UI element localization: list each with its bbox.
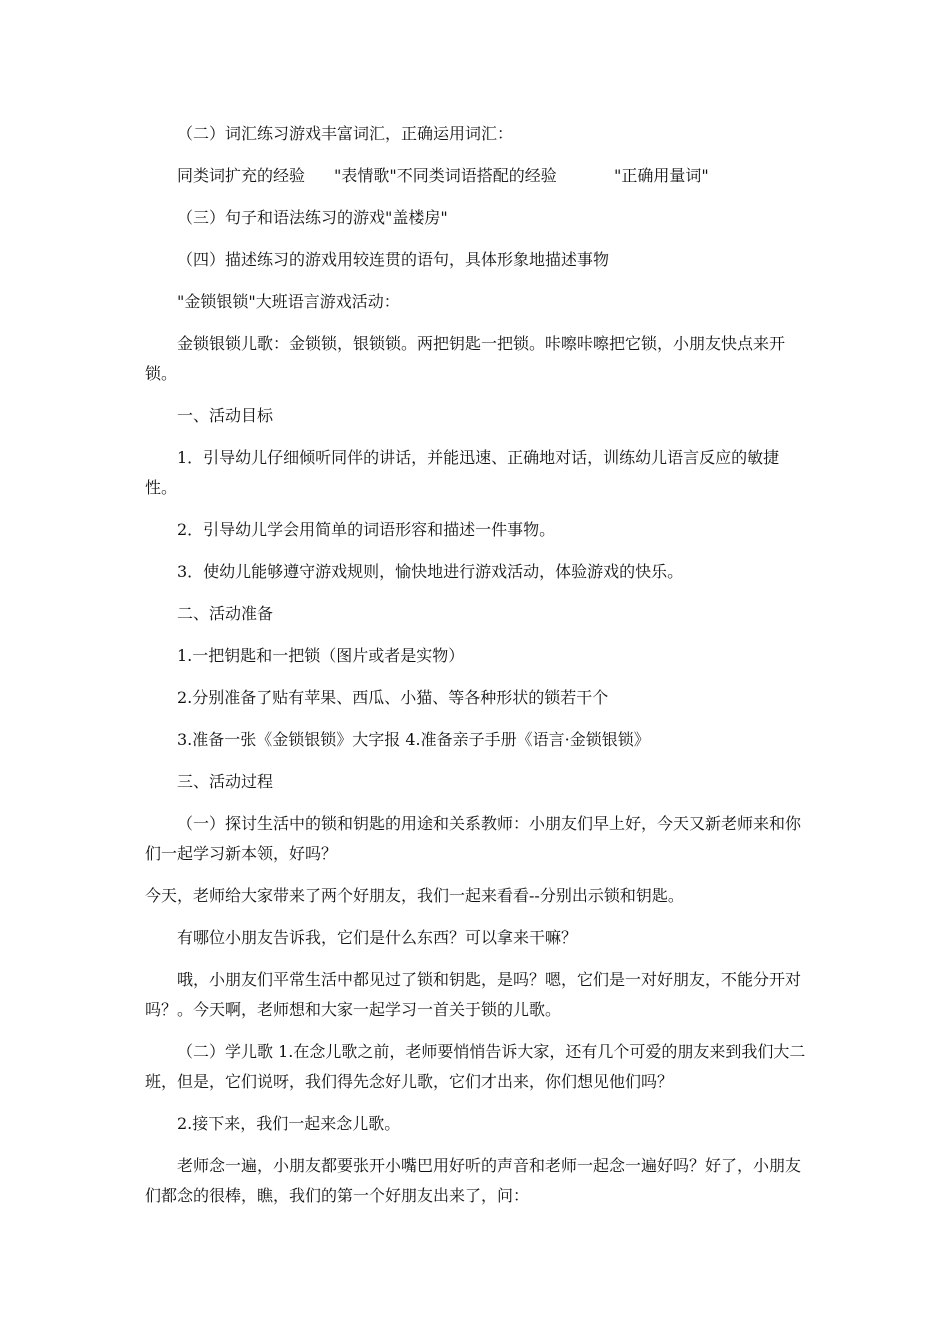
- paragraph: 哦，小朋友们平常生活中都见过了锁和钥匙，是吗？嗯，它们是一对好朋友，不能分开对吗？。今天啊，老师想和大家一起学习一首关于锁的儿歌。: [145, 970, 802, 1019]
- paragraph: 2.分别准备了贴有苹果、西瓜、小猫、等各种形状的锁若干个: [177, 688, 609, 707]
- paragraph: 金锁银锁儿歌：金锁锁，银锁锁。两把钥匙一把锁。咔嚓咔嚓把它锁，小朋友快点来开锁。: [145, 334, 786, 383]
- paragraph: （二）学儿歌 1.在念儿歌之前，老师要悄悄告诉大家，还有几个可爱的朋友来到我们大二班，但是，它们说呀，我们得先念好儿歌，它们才出来，你们想见他们吗？: [145, 1042, 806, 1091]
- paragraph: 有哪位小朋友告诉我，它们是什么东西？可以拿来干嘛？: [177, 928, 578, 947]
- paragraph: （四）描述练习的游戏用较连贯的语句，具体形象地描述事物: [177, 250, 610, 269]
- paragraph: "金锁银锁"大班语言游戏活动：: [177, 292, 400, 311]
- paragraph: （二）词汇练习游戏丰富词汇，正确运用词汇：: [177, 124, 514, 143]
- paragraph: 3．使幼儿能够遵守游戏规则，愉快地进行游戏活动，体验游戏的快乐。: [177, 562, 684, 581]
- text-segment: "表情歌"不同类词语搭配的经验: [334, 166, 557, 185]
- paragraph: 2.接下来，我们一起来念儿歌。: [177, 1114, 401, 1133]
- paragraph: 1．引导幼儿仔细倾听同伴的讲话，并能迅速、正确地对话，训练幼儿语言反应的敏捷性。: [145, 448, 780, 497]
- section-heading: 三、活动过程: [177, 772, 274, 791]
- paragraph-row: [177, 161, 777, 191]
- paragraph: 今天，老师给大家带来了两个好朋友，我们一起来看看--分别出示锁和钥匙。: [145, 886, 684, 905]
- paragraph: （一）探讨生活中的锁和钥匙的用途和关系教师：小朋友们早上好，今天又新老师来和你们一起学习新本领，好吗？: [145, 814, 802, 863]
- section-heading: 二、活动准备: [177, 604, 274, 623]
- paragraph: 2．引导幼儿学会用简单的词语形容和描述一件事物。: [177, 520, 556, 539]
- section-heading: 一、活动目标: [177, 406, 274, 425]
- text-segment: "正确用量词": [614, 166, 709, 185]
- paragraph: （三）句子和语法练习的游戏"盖楼房": [177, 208, 448, 227]
- text-segment: 同类词扩充的经验: [177, 166, 306, 185]
- paragraph: 老师念一遍，小朋友都要张开小嘴巴用好听的声音和老师一起念一遍好吗？好了，小朋友们都念的很棒，瞧，我们的第一个好朋友出来了，问：: [145, 1156, 802, 1205]
- paragraph: 1.一把钥匙和一把锁（图片或者是实物）: [177, 646, 465, 665]
- paragraph: 3.准备一张《金锁银锁》大字报 4.准备亲子手册《语言·金锁银锁》: [177, 730, 650, 749]
